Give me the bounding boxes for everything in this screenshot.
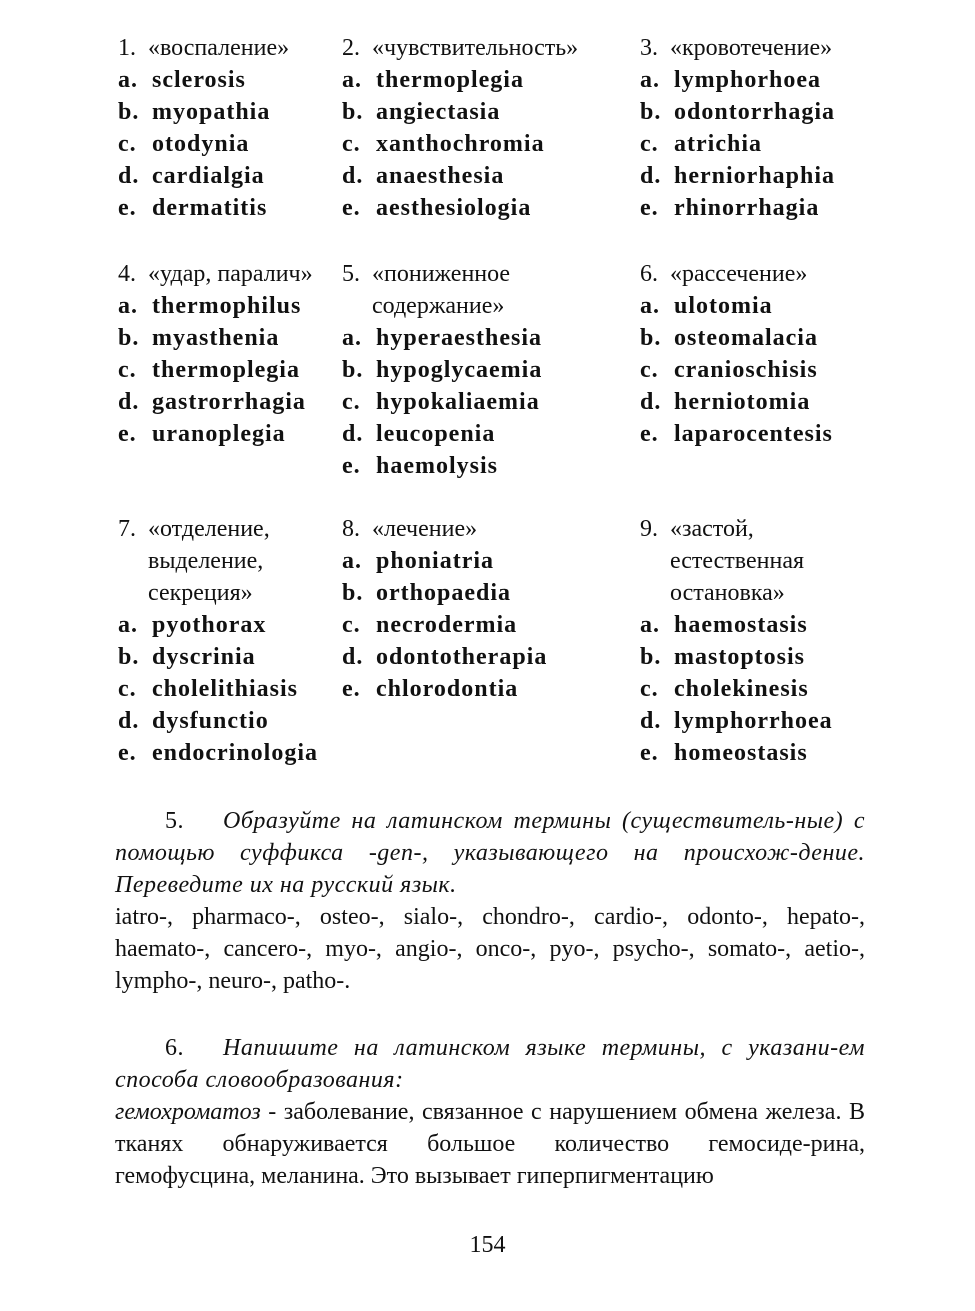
answer-option bbox=[118, 641, 338, 673]
question-header bbox=[640, 32, 870, 64]
answer-option bbox=[118, 128, 338, 160]
option-letter: d. bbox=[118, 389, 140, 415]
option-term: pyothorax bbox=[152, 612, 267, 638]
answer-option bbox=[342, 577, 632, 609]
option-letter: b. bbox=[342, 580, 364, 606]
option-letter: e. bbox=[342, 676, 361, 702]
answer-option bbox=[640, 192, 870, 224]
option-term: hypoglycaemia bbox=[376, 357, 543, 383]
option-term: ulotomia bbox=[674, 293, 773, 319]
option-term: hypokaliaemia bbox=[376, 389, 540, 415]
answer-option bbox=[118, 192, 338, 224]
answer-option bbox=[118, 418, 338, 450]
question-prompt: «пониженное содержание» bbox=[372, 261, 511, 319]
question-prompt: «кровотечение» bbox=[670, 35, 833, 61]
option-term: thermoplegia bbox=[152, 357, 300, 383]
option-term: phoniatria bbox=[376, 548, 495, 574]
answer-option bbox=[342, 641, 632, 673]
question-header bbox=[342, 258, 632, 322]
option-letter: b. bbox=[118, 325, 140, 351]
task-6-body bbox=[115, 1096, 865, 1192]
option-letter: e. bbox=[342, 453, 361, 479]
task-5-instruction-text: Образуйте на латинском термины (существитель-ные) с помощью суффикса -gen-, указывающего на происхож-дение. Переведите их на русский язык. bbox=[115, 808, 865, 898]
option-letter: c. bbox=[342, 389, 361, 415]
task-6-definition: заболевание, связанное с нарушением обмена железа. В тканях обнаруживается большое количество гемосиде-рина, гемофусцина, меланина. Это вызывает гиперпигментацию bbox=[115, 1099, 865, 1189]
answer-option bbox=[640, 160, 870, 192]
question-number: 6. bbox=[640, 261, 658, 287]
option-term: angiectasia bbox=[376, 99, 501, 125]
answer-option bbox=[640, 673, 870, 705]
question-header bbox=[342, 513, 632, 545]
question-number: 5. bbox=[342, 261, 360, 287]
answer-option bbox=[342, 96, 632, 128]
option-letter: c. bbox=[342, 612, 361, 638]
option-letter: d. bbox=[118, 708, 140, 734]
option-term: haemolysis bbox=[376, 453, 499, 479]
option-letter: b. bbox=[640, 644, 662, 670]
option-term: chlorodontia bbox=[376, 676, 519, 702]
option-term: lymphorrhoea bbox=[674, 708, 833, 734]
option-term: dermatitis bbox=[152, 195, 268, 221]
question-number: 8. bbox=[342, 516, 360, 542]
option-term: mastoptosis bbox=[674, 644, 806, 670]
answer-option bbox=[342, 160, 632, 192]
option-letter: a. bbox=[342, 325, 362, 351]
option-letter: d. bbox=[640, 708, 662, 734]
task-5-body: iatro-, pharmaco-, osteo-, sialo-, chondro-, cardio-, odonto-, hepato-, haemato-, cancero-, myo-, angio-, onco-, pyo-, psycho-, somato-, aetio-, lympho-, neuro-, patho-. bbox=[115, 904, 865, 994]
option-letter: d. bbox=[640, 163, 662, 189]
option-term: dysfunctio bbox=[152, 708, 269, 734]
answer-option bbox=[640, 290, 870, 322]
option-term: orthopaedia bbox=[376, 580, 512, 606]
option-term: xanthochromia bbox=[376, 131, 545, 157]
option-term: dyscrinia bbox=[152, 644, 256, 670]
option-term: lymphorhoea bbox=[674, 67, 822, 93]
question-4 bbox=[118, 258, 338, 450]
answer-option bbox=[342, 354, 632, 386]
task-5-number: 5. bbox=[165, 808, 184, 834]
answer-option bbox=[342, 192, 632, 224]
answer-option bbox=[118, 160, 338, 192]
option-letter: d. bbox=[342, 163, 364, 189]
option-term: cholekinesis bbox=[674, 676, 809, 702]
option-letter: e. bbox=[640, 421, 659, 447]
answer-option bbox=[118, 609, 338, 641]
question-number: 3. bbox=[640, 35, 658, 61]
option-letter: a. bbox=[342, 67, 362, 93]
answer-option bbox=[342, 386, 632, 418]
answer-option bbox=[342, 450, 632, 482]
question-6 bbox=[640, 258, 870, 450]
question-header bbox=[640, 258, 870, 290]
option-term: hyperaesthesia bbox=[376, 325, 542, 351]
question-prompt: «удар, паралич» bbox=[148, 261, 313, 287]
option-term: myasthenia bbox=[152, 325, 280, 351]
question-header bbox=[118, 258, 338, 290]
option-term: endocrinologia bbox=[152, 740, 319, 766]
question-number: 9. bbox=[640, 516, 658, 542]
question-9 bbox=[640, 513, 870, 769]
question-number: 7. bbox=[118, 516, 136, 542]
option-term: gastrorrhagia bbox=[152, 389, 306, 415]
option-term: cranioschisis bbox=[674, 357, 818, 383]
option-letter: c. bbox=[118, 357, 137, 383]
answer-option bbox=[118, 673, 338, 705]
option-term: haemostasis bbox=[674, 612, 808, 638]
answer-option bbox=[118, 290, 338, 322]
option-term: rhinorrhagia bbox=[674, 195, 820, 221]
option-term: odontotherapia bbox=[376, 644, 548, 670]
question-prompt: «лечение» bbox=[372, 516, 478, 542]
answer-option bbox=[118, 322, 338, 354]
question-5 bbox=[342, 258, 632, 482]
option-letter: e. bbox=[640, 195, 659, 221]
question-3 bbox=[640, 32, 870, 224]
question-number: 4. bbox=[118, 261, 136, 287]
option-letter: b. bbox=[118, 99, 140, 125]
task-6-term: гемохроматоз - bbox=[115, 1099, 277, 1125]
option-term: laparocentesis bbox=[674, 421, 833, 447]
answer-option bbox=[640, 354, 870, 386]
answer-option bbox=[342, 128, 632, 160]
answer-option bbox=[118, 64, 338, 96]
answer-option bbox=[640, 128, 870, 160]
option-letter: b. bbox=[118, 644, 140, 670]
question-2 bbox=[342, 32, 632, 224]
option-term: osteomalacia bbox=[674, 325, 818, 351]
option-letter: c. bbox=[640, 131, 659, 157]
task-5-instruction bbox=[115, 805, 865, 901]
option-letter: a. bbox=[640, 293, 660, 319]
answer-option bbox=[640, 705, 870, 737]
option-term: herniotomia bbox=[674, 389, 811, 415]
option-term: cholelithiasis bbox=[152, 676, 299, 702]
answer-option bbox=[640, 322, 870, 354]
task-6-number: 6. bbox=[165, 1035, 184, 1061]
answer-option bbox=[640, 737, 870, 769]
option-term: thermophilus bbox=[152, 293, 302, 319]
question-prompt: «отделение, выделение, секреция» bbox=[148, 516, 270, 606]
option-letter: d. bbox=[342, 421, 364, 447]
answer-option bbox=[342, 418, 632, 450]
option-term: homeostasis bbox=[674, 740, 808, 766]
option-term: leucopenia bbox=[376, 421, 496, 447]
option-letter: d. bbox=[342, 644, 364, 670]
question-header bbox=[640, 513, 870, 609]
task-6-instruction-text: Напишите на латинском языке термины, с указани-ем способа словообразования: bbox=[115, 1035, 865, 1093]
option-letter: b. bbox=[640, 325, 662, 351]
answer-option bbox=[342, 322, 632, 354]
question-prompt: «чувствительность» bbox=[372, 35, 579, 61]
option-letter: a. bbox=[118, 612, 138, 638]
option-letter: c. bbox=[118, 131, 137, 157]
question-header bbox=[118, 513, 338, 609]
option-term: anaesthesia bbox=[376, 163, 505, 189]
option-term: necrodermia bbox=[376, 612, 518, 638]
option-letter: a. bbox=[640, 67, 660, 93]
answer-option bbox=[118, 386, 338, 418]
option-letter: e. bbox=[118, 421, 137, 447]
answer-option bbox=[342, 64, 632, 96]
option-term: thermoplegia bbox=[376, 67, 524, 93]
answer-option bbox=[640, 96, 870, 128]
option-letter: c. bbox=[640, 676, 659, 702]
page-number: 154 bbox=[469, 1232, 506, 1258]
option-letter: a. bbox=[118, 67, 138, 93]
option-term: atrichia bbox=[674, 131, 762, 157]
task-6-instruction bbox=[115, 1032, 865, 1096]
task-5 bbox=[115, 805, 865, 997]
question-7 bbox=[118, 513, 338, 769]
question-1 bbox=[118, 32, 338, 224]
option-letter: c. bbox=[342, 131, 361, 157]
option-letter: d. bbox=[640, 389, 662, 415]
question-number: 2. bbox=[342, 35, 360, 61]
question-header bbox=[342, 32, 632, 64]
answer-option bbox=[640, 418, 870, 450]
answer-option bbox=[342, 545, 632, 577]
answer-option bbox=[118, 737, 338, 769]
answer-option bbox=[118, 705, 338, 737]
option-letter: d. bbox=[118, 163, 140, 189]
answer-option bbox=[640, 641, 870, 673]
option-letter: a. bbox=[640, 612, 660, 638]
answer-option bbox=[118, 96, 338, 128]
option-term: sclerosis bbox=[152, 67, 246, 93]
option-term: herniorhaphia bbox=[674, 163, 836, 189]
option-term: otodynia bbox=[152, 131, 250, 157]
option-letter: e. bbox=[118, 740, 137, 766]
answer-option bbox=[640, 609, 870, 641]
answer-option bbox=[342, 609, 632, 641]
option-term: odontorrhagia bbox=[674, 99, 836, 125]
question-number: 1. bbox=[118, 35, 136, 61]
answer-option bbox=[118, 354, 338, 386]
question-prompt: «рассечение» bbox=[670, 261, 808, 287]
option-term: aesthesiologia bbox=[376, 195, 532, 221]
task-6 bbox=[115, 1032, 865, 1192]
option-letter: b. bbox=[342, 99, 364, 125]
question-header bbox=[118, 32, 338, 64]
option-letter: e. bbox=[640, 740, 659, 766]
option-letter: c. bbox=[118, 676, 137, 702]
option-term: cardialgia bbox=[152, 163, 265, 189]
answer-option bbox=[640, 386, 870, 418]
answer-option bbox=[640, 64, 870, 96]
question-8 bbox=[342, 513, 632, 705]
question-prompt: «воспаление» bbox=[148, 35, 290, 61]
option-term: myopathia bbox=[152, 99, 271, 125]
option-letter: e. bbox=[118, 195, 137, 221]
question-prompt: «застой, естественная остановка» bbox=[670, 516, 805, 606]
option-letter: a. bbox=[342, 548, 362, 574]
option-letter: a. bbox=[118, 293, 138, 319]
option-letter: e. bbox=[342, 195, 361, 221]
answer-option bbox=[342, 673, 632, 705]
option-letter: b. bbox=[342, 357, 364, 383]
option-letter: b. bbox=[640, 99, 662, 125]
option-term: uranoplegia bbox=[152, 421, 286, 447]
option-letter: c. bbox=[640, 357, 659, 383]
